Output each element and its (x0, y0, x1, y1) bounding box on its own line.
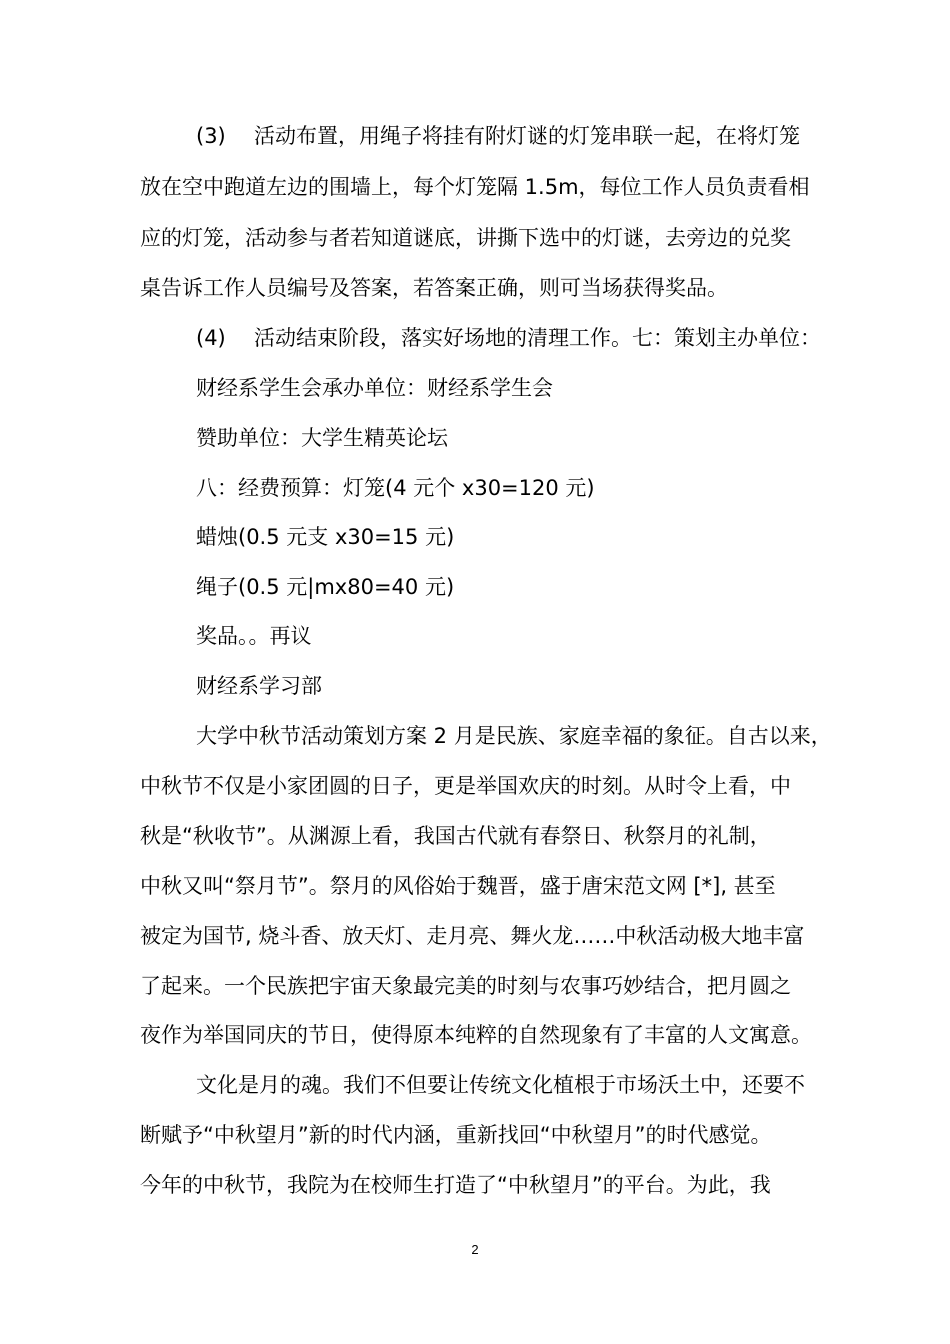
text-line: 绳子(0.5 元|mx80=40 元) (196, 575, 455, 599)
text-line: 放在空中跑道左边的围墙上，每个灯笼隔 1.5m，每位工作人员负责看相 (140, 175, 810, 199)
page-number: 2 (471, 1242, 479, 1257)
text-line: 断赋予“中秋望月”新的时代内涵，重新找回“中秋望月”的时代感觉。 (140, 1123, 772, 1147)
text-line: 财经系学习部 (196, 674, 322, 698)
text-line: 被定为国节, 烧斗香、放天灯、走月亮、舞火龙……中秋活动极大地丰富 (140, 924, 805, 948)
text-line: 桌告诉工作人员编号及答案，若答案正确，则可当场获得奖品。 (140, 276, 728, 300)
text-line: 夜作为举国同庆的节日，使得原本纯粹的自然现象有了丰富的人文寓意。 (140, 1023, 812, 1047)
text-line: 奖品。。再议 (196, 624, 312, 648)
text-line: 文化是月的魂。我们不但要让传统文化植根于市场沃土中，还要不 (196, 1073, 805, 1097)
text-line: 赞助单位：大学生精英论坛 (196, 426, 448, 450)
list-item-number: (3) (196, 124, 226, 148)
text-line: 八：经费预算：灯笼(4 元个 x30=120 元) (196, 476, 595, 500)
list-item-text: 活动布置，用绳子将挂有附灯谜的灯笼串联一起，在将灯笼 (254, 124, 800, 148)
text-line: 了起来。一个民族把宇宙天象最完美的时刻与农事巧妙结合，把月圆之 (140, 974, 791, 998)
list-item-text: 活动结束阶段，落实好场地的清理工作。七：策划主办单位： (254, 326, 821, 350)
text-line: 蜡烛(0.5 元支 x30=15 元) (196, 525, 455, 549)
text-line: 中秋节不仅是小家团圆的日子，更是举国欢庆的时刻。从时令上看，中 (140, 774, 791, 798)
text-line: 应的灯笼，活动参与者若知道谜底，讲撕下选中的灯谜，去旁边的兑奖 (140, 226, 791, 250)
text-line: 财经系学生会承办单位：财经系学生会 (196, 376, 553, 400)
text-line: 秋是“秋收节”。从渊源上看，我国古代就有春祭日、秋祭月的礼制， (140, 824, 771, 848)
text-line: 今年的中秋节，我院为在校师生打造了“中秋望月”的平台。为此，我 (140, 1173, 771, 1197)
text-line: 中秋又叫“祭月节”。祭月的风俗始于魏晋，盛于唐宋范文网 [*], 甚至 (140, 874, 776, 898)
text-line: 大学中秋节活动策划方案 2 月是民族、家庭幸福的象征。自古以来， (196, 724, 832, 748)
list-item-number: (4) (196, 326, 226, 350)
